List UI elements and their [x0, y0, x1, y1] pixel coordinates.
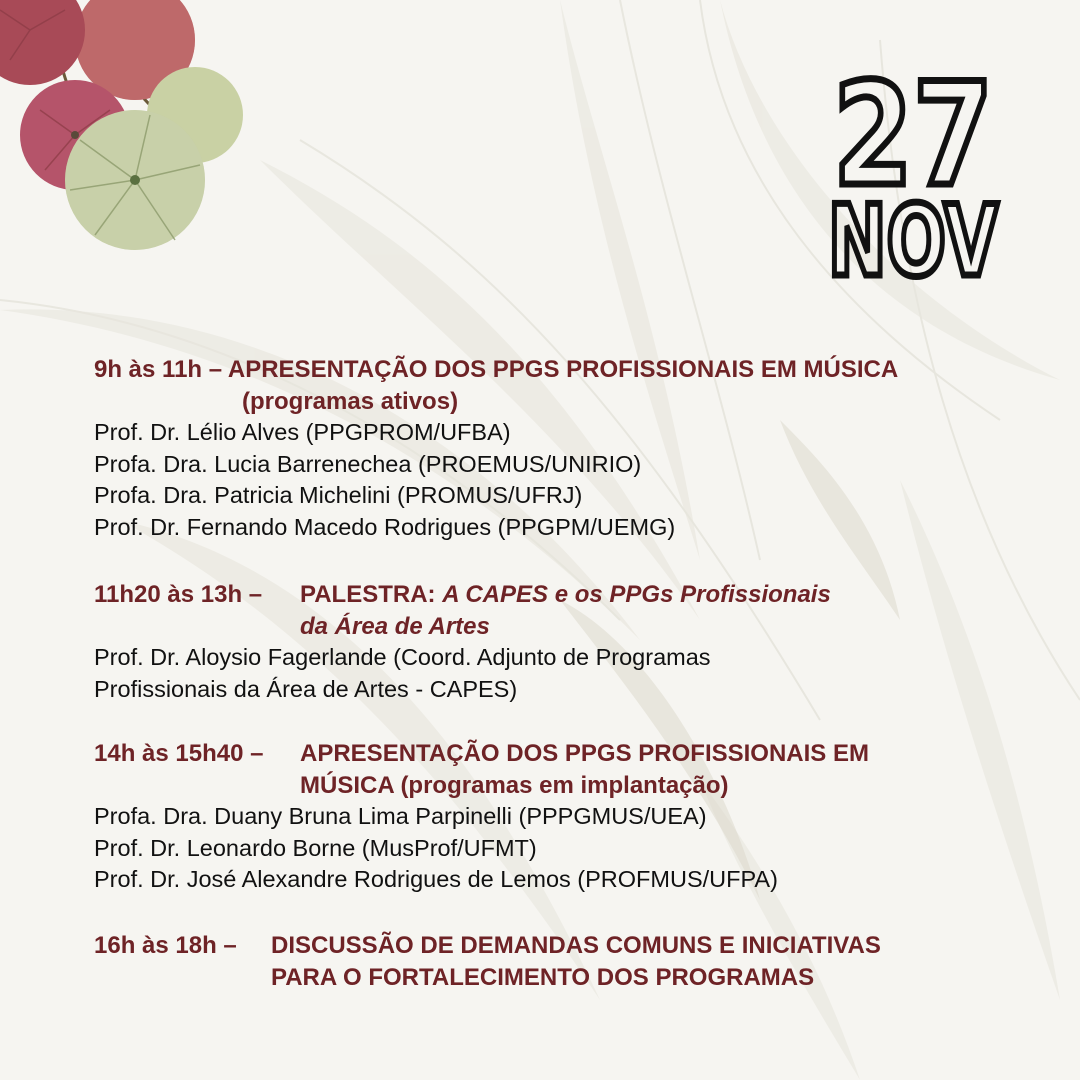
session-3 [94, 738, 869, 896]
speaker: Profissionais da Área de Artes - CAPES) [94, 675, 518, 702]
speaker: Profa. Dra. Lucia Barrenechea (PROEMUS/UNIRIO) [94, 450, 642, 477]
date-day: 27 [833, 53, 993, 218]
speaker: Prof. Dr. Aloysio Fagerlande (Coord. Adjunto de Programas [94, 644, 711, 670]
session-3-time: 14h às 15h40 – [94, 740, 264, 767]
session-2-title: A CAPES e os PPGs Profissionais [442, 581, 831, 608]
session-1-time: 9h às 11h – [94, 356, 223, 383]
speaker: Prof. Dr. José Alexandre Rodrigues de Lemos (PROFMUS/UFPA) [94, 866, 778, 892]
session-4-title-line2: PARA O FORTALECIMENTO DOS PROGRAMAS [271, 963, 815, 991]
date-month: NOV [828, 185, 999, 299]
session-3-title-line2: MÚSICA (programas em implantação) [300, 771, 729, 799]
session-4-title: DISCUSSÃO DE DEMANDAS COMUNS E INICIATIVAS [271, 932, 881, 959]
session-4-heading [94, 930, 881, 962]
event-date [826, 53, 1000, 299]
speaker: Prof. Dr. Lélio Alves (PPGPROM/UFBA) [94, 419, 511, 445]
session-3-heading [94, 738, 869, 770]
session-2 [94, 579, 831, 705]
speaker: Prof. Dr. Fernando Macedo Rodrigues (PPGPM/UEMG) [94, 513, 676, 540]
session-1 [94, 354, 898, 543]
session-1-heading [94, 354, 898, 386]
session-4 [94, 930, 881, 993]
session-2-heading [94, 579, 831, 611]
speaker: Profa. Dra. Duany Bruna Lima Parpinelli (PPPGMUS/UEA) [94, 803, 707, 829]
date-graphic [826, 53, 1000, 299]
session-3-title: APRESENTAÇÃO DOS PPGS PROFISSIONAIS EM [300, 740, 869, 767]
speaker: Prof. Dr. Leonardo Borne (MusProf/UFMT) [94, 834, 537, 861]
session-4-time: 16h às 18h – [94, 932, 237, 959]
session-2-label: PALESTRA: [300, 581, 436, 608]
session-1-title-line2: (programas ativos) [242, 387, 459, 415]
session-2-time: 11h20 às 13h – [94, 581, 263, 608]
session-2-title-line2: da Área de Artes [300, 612, 490, 640]
speaker: Profa. Dra. Patricia Michelini (PROMUS/UFRJ) [94, 482, 583, 508]
session-1-title: APRESENTAÇÃO DOS PPGS PROFISSIONAIS EM MÚSICA [227, 356, 899, 383]
